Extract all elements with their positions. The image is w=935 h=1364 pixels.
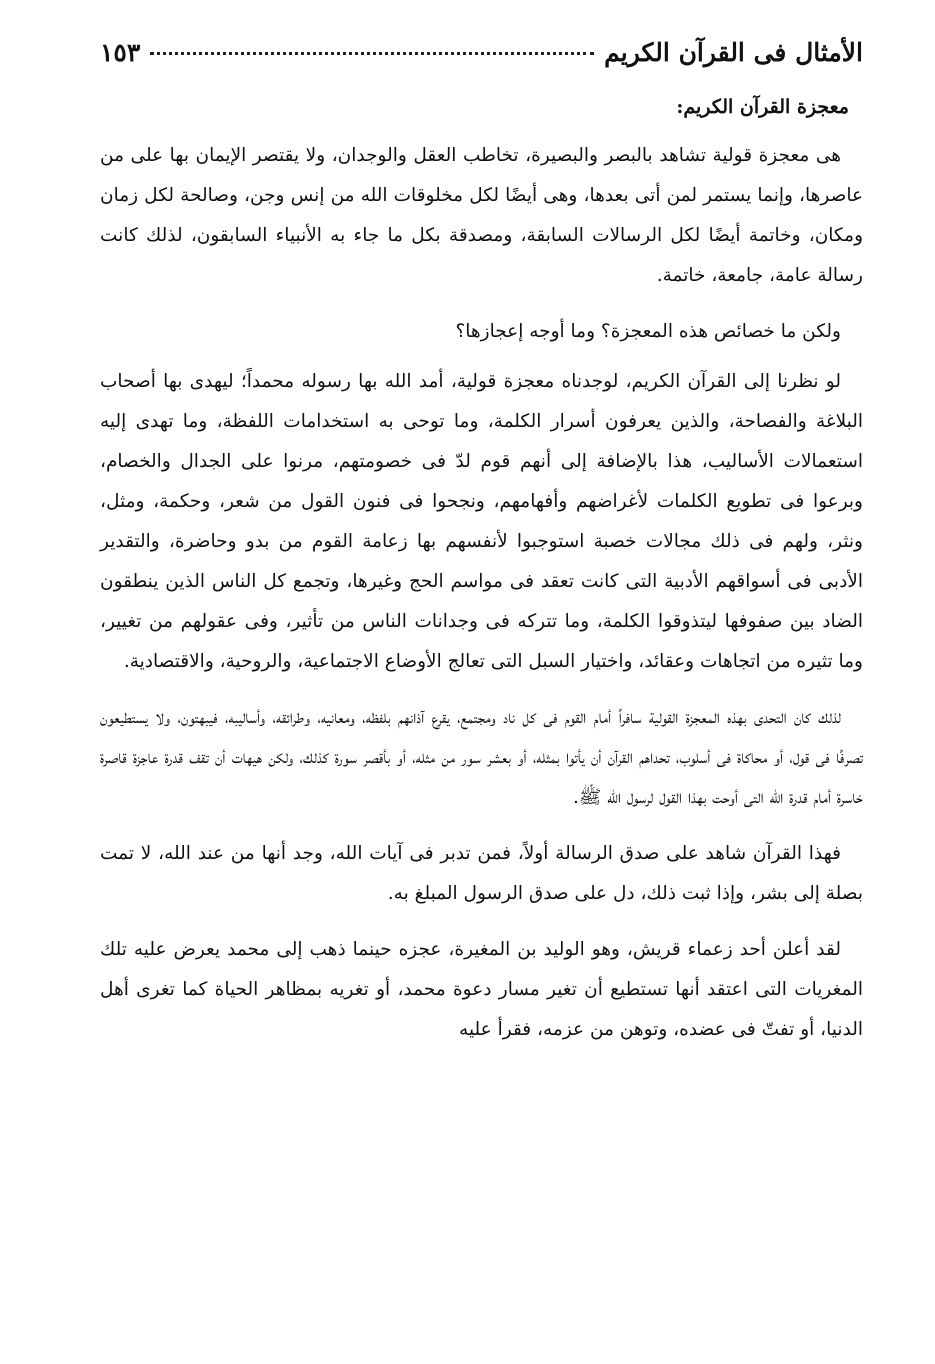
paragraph-6: لقد أعلن أحد زعماء قريش، وهو الوليد بن المغيرة، عجزه حينما ذهب إلى محمد يعرض عليه تلك المغريات التى اعتقد أنها تستطيع أن تغير مسار دعوة محمد، أو تغريه بمظاهر الحياة كما تغرى أهل الدنيا، أو تفتّ فى عضده، وتوهن من عزمه، فقرأ عليه: [100, 939, 863, 1040]
header-title: الأمثال فى القرآن الكريم: [604, 38, 863, 67]
running-header: [100, 38, 863, 82]
paragraph-1: هى معجزة قولية تشاهد بالبصر والبصيرة، تخاطب العقل والوجدان، ولا يقتصر الإيمان بها على من عاصرها، وإنما يستمر لمن أتى بعدها، وهى أيضًا لكل مخلوقات الله من إنس وجن، وصالحة لكل زمان ومكان، وخاتمة أيضًا لكل الرسالات السابقة، ومصدقة بكل ما جاء به الأنبياء السابقون، لذلك كانت رسالة عامة، جامعة، خاتمة.: [100, 145, 863, 286]
page-number: ١٥٣: [100, 38, 141, 67]
paragraph-3: لو نظرنا إلى القرآن الكريم، لوجدناه معجزة قولية، أمد الله بها رسوله محمداً؛ ليهدى بها أصحاب البلاغة والفصاحة، والذين يعرفون أسرار الكلمة، وما توحى به استخدامات اللفظة، وما تهدى إليه استعمالات الأساليب، هذا بالإضافة إلى أنهم قوم لدّ فى خصومتهم، مرنوا على الجدال والخصام، وبرعوا فى تطويع الكلمات لأغراضهم وأفهامهم، ونجحوا فى فنون القول من شعر، وحكمة، ومثل، ونثر، ولهم فى ذلك مجالات خصبة استوجبوا لأنفسهم بها زعامة القوم من بدو وحاضرة، والتقدير الأدبى فى أسواقهم الأدبية التى كانت تعقد فى مواسم الحج وغيرها، وتجمع كل الناس الذين ينطقون الضاد بين صفوفها ليتذوقوا الكلمة، وما تتركه فى وجدانات الناس من تأثير، وفى عقولهم من تغيير، وما تثيره من اتجاهات وعقائد، واختيار السبل التى تعالج الأوضاع الاجتماعية، والروحية، والاقتصادية.: [100, 371, 863, 672]
header-dot-leader: [150, 52, 594, 55]
paragraph-4: لذلك كان التحدى بهذه المعجزة القولية سافراً أمام القوم فى كل ناد ومجتمع، يقرع آذانهم بلفظه، ومعانيه، وطرائقه، وأساليبه، فيبهتون، ولا يستطيعون تصرفًا فى قول، أو محاكاة فى أسلوب، تحداهم القرآن أن يأتوا بمثله، أو بعشر سور من مثله، أو بأقصر سورة كذلك، ولكن هيهات أن تقف قدرة عاجزة قاصرة خاسرة أمام قدرة الله التى أوحت بهذا القول لرسول الله ﷺ.: [100, 707, 863, 808]
paragraph-5: فهذا القرآن شاهد على صدق الرسالة أولاً، فمن تدبر فى آيات الله، وجد أنها من عند الله، لا تمت بصلة إلى بشر، وإذا ثبت ذلك، دل على صدق الرسول المبلغ به.: [100, 843, 863, 904]
section-heading: معجزة القرآن الكريم:: [676, 96, 849, 118]
paragraph-2: ولكن ما خصائص هذه المعجزة؟ وما أوجه إعجازها؟: [455, 321, 841, 342]
book-page: [100, 38, 863, 1344]
